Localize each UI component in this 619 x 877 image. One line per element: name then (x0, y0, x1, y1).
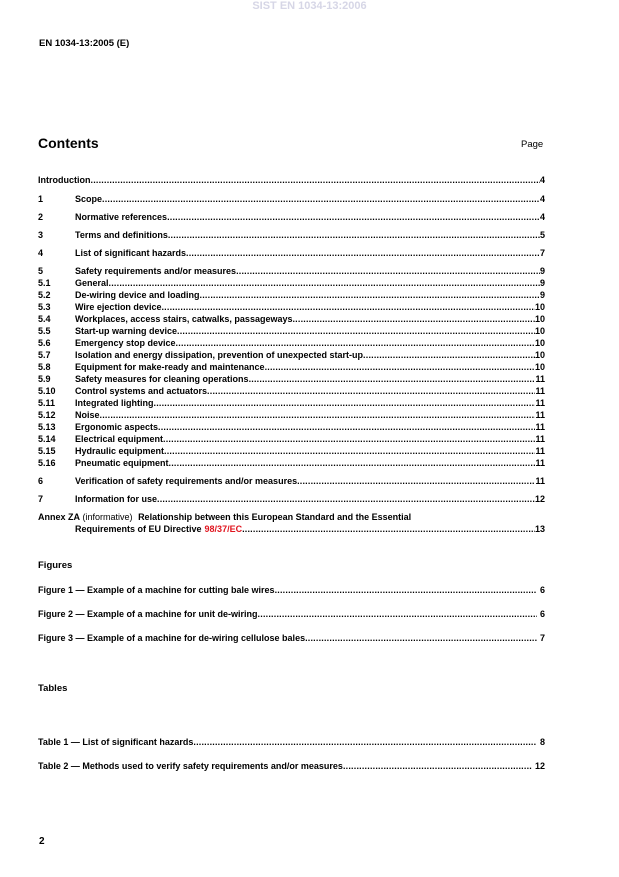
toc-number: 5 (38, 266, 44, 276)
toc-number: 5.8 (38, 362, 51, 372)
toc-number: 5.9 (38, 374, 51, 384)
toc-page: 11 (535, 386, 545, 396)
toc-entry[interactable] (38, 326, 545, 337)
watermark: SIST EN 1034-13:2006 (252, 0, 367, 12)
toc-title: Verification of safety requirements and/or measures (75, 476, 298, 486)
toc-title: Information for use (75, 494, 158, 504)
toc-title: De-wiring device and loading (75, 290, 200, 300)
toc-number: 5.7 (38, 350, 51, 360)
toc-number: 4 (38, 248, 44, 258)
annex-label: Annex ZA (38, 512, 81, 522)
toc-page: 10 (534, 350, 545, 360)
toc-number: 5.12 (38, 410, 56, 420)
annex-title: Relationship between this European Standard and the Essential (138, 512, 412, 522)
toc-number: 5.2 (38, 290, 51, 300)
toc-number: 7 (38, 494, 44, 504)
figure-page: 6 (539, 585, 545, 595)
toc-title: Safety measures for cleaning operations (75, 374, 249, 384)
toc-number: 5.13 (38, 422, 56, 432)
toc-entry[interactable] (38, 350, 545, 361)
toc-title: Emergency stop device (75, 338, 176, 348)
toc-number: 5.16 (38, 458, 56, 468)
toc-title: Workplaces, access stairs, catwalks, passageways (75, 314, 293, 324)
figure-entry[interactable] (38, 585, 545, 596)
toc-number: 5.14 (38, 434, 56, 444)
toc-title: Integrated lighting (75, 398, 154, 408)
toc-title: Safety requirements and/or measures (75, 266, 237, 276)
toc-title: Ergonomic aspects (75, 422, 159, 432)
toc-entry[interactable] (38, 290, 545, 301)
toc-title: General (75, 278, 109, 288)
toc-entry[interactable] (38, 194, 545, 205)
toc-title: Start-up warning device (75, 326, 178, 336)
toc-number: 2 (38, 212, 44, 222)
toc-number: 5.11 (38, 398, 56, 408)
toc-page: 11 (535, 434, 545, 444)
toc-entry[interactable] (38, 434, 545, 445)
table-page: 8 (539, 737, 545, 747)
page-number: 2 (39, 836, 45, 847)
figure-title: Figure 3 — Example of a machine for de-wiring cellulose bales (38, 633, 306, 643)
toc-page: 11 (535, 458, 545, 468)
toc-number: 5.6 (38, 338, 51, 348)
toc-title: Wire ejection device (75, 302, 162, 312)
toc-page: 5 (539, 230, 545, 240)
annex-title-cont: Requirements of EU Directive (75, 524, 202, 534)
toc-page: 9 (539, 278, 545, 288)
table-entry[interactable] (38, 737, 545, 748)
toc-title: Introduction (38, 175, 91, 185)
toc-title: Normative references (75, 212, 168, 222)
tables-heading: Tables (38, 683, 68, 694)
figure-entry[interactable] (38, 609, 545, 620)
toc-entry[interactable] (38, 446, 545, 457)
document-header: EN 1034-13:2005 (E) (39, 38, 130, 49)
toc-page: 4 (539, 212, 545, 222)
toc-title: Equipment for make-ready and maintenance (75, 362, 265, 372)
toc-number: 3 (38, 230, 44, 240)
toc-entry[interactable] (38, 338, 545, 349)
annex-entry-line1[interactable] (38, 512, 411, 523)
toc-number: 5.1 (38, 278, 51, 288)
figure-entry[interactable] (38, 633, 545, 644)
figure-title: Figure 1 — Example of a machine for cutting bale wires (38, 585, 275, 595)
table-page: 12 (534, 761, 545, 771)
toc-page: 9 (539, 290, 545, 300)
toc-entry[interactable] (38, 278, 545, 289)
toc-page: 10 (534, 314, 545, 324)
toc-title: Terms and definitions (75, 230, 168, 240)
toc-number: 5.3 (38, 302, 51, 312)
table-entry[interactable] (38, 761, 545, 772)
toc-page: 12 (534, 494, 545, 504)
toc-page: 10 (534, 326, 545, 336)
toc-title: Isolation and energy dissipation, prevention of unexpected start-up (75, 350, 364, 360)
toc-title: Control systems and actuators (75, 386, 208, 396)
toc-entry[interactable] (38, 410, 545, 421)
toc-number: 5.5 (38, 326, 51, 336)
figure-title: Figure 2 — Example of a machine for unit de-wiring (38, 609, 258, 619)
toc-page: 10 (534, 362, 545, 372)
toc-entry[interactable] (38, 266, 545, 277)
toc-entry[interactable] (38, 374, 545, 385)
toc-entry[interactable] (38, 248, 545, 259)
toc-entry[interactable] (38, 494, 545, 505)
toc-page: 11 (535, 446, 545, 456)
toc-page: 7 (539, 248, 545, 258)
toc-page: 11 (535, 422, 545, 432)
toc-entry[interactable] (38, 422, 545, 433)
toc-page: 13 (534, 524, 545, 534)
toc-entry[interactable] (38, 458, 545, 469)
toc-page: 10 (534, 302, 545, 312)
toc-entry[interactable] (38, 362, 545, 373)
toc-number: 5.10 (38, 386, 56, 396)
contents-title: Contents (38, 135, 99, 151)
toc-number: 5.15 (38, 446, 56, 456)
toc-entry[interactable] (38, 398, 545, 409)
annex-qualifier: (informative) (82, 512, 133, 522)
toc-title: Electrical equipment (75, 434, 164, 444)
toc-page: 10 (534, 338, 545, 348)
page-column-label: Page (521, 139, 544, 150)
figure-page: 6 (539, 609, 545, 619)
figure-page: 7 (539, 633, 545, 643)
toc-page: 11 (535, 374, 545, 384)
toc-title: Noise (75, 410, 100, 420)
toc-number: 1 (38, 194, 44, 204)
table-title: Table 2 — Methods used to verify safety requirements and/or measures (38, 761, 343, 771)
annex-entry-line2[interactable] (38, 524, 545, 535)
toc-number: 6 (38, 476, 44, 486)
toc-title: Hydraulic equipment (75, 446, 165, 456)
toc-page: 4 (539, 175, 545, 185)
toc-entry[interactable] (38, 302, 545, 313)
figures-heading: Figures (38, 560, 73, 571)
toc-title: Pneumatic equipment (75, 458, 169, 468)
toc-page: 4 (539, 194, 545, 204)
toc-entry[interactable] (38, 175, 545, 186)
toc-title: Scope (75, 194, 103, 204)
toc-entry[interactable] (38, 212, 545, 223)
toc-number: 5.4 (38, 314, 51, 324)
toc-page: 11 (535, 476, 545, 486)
table-title: Table 1 — List of significant hazards (38, 737, 194, 747)
toc-entry[interactable] (38, 314, 545, 325)
toc-page: 11 (535, 410, 545, 420)
directive-ref[interactable]: 98/37/EC (204, 524, 243, 534)
toc-entry[interactable] (38, 476, 545, 487)
toc-entry[interactable] (38, 230, 545, 241)
toc-page: 11 (535, 398, 545, 408)
toc-entry[interactable] (38, 386, 545, 397)
toc-page: 9 (539, 266, 545, 276)
toc-title: List of significant hazards (75, 248, 187, 258)
